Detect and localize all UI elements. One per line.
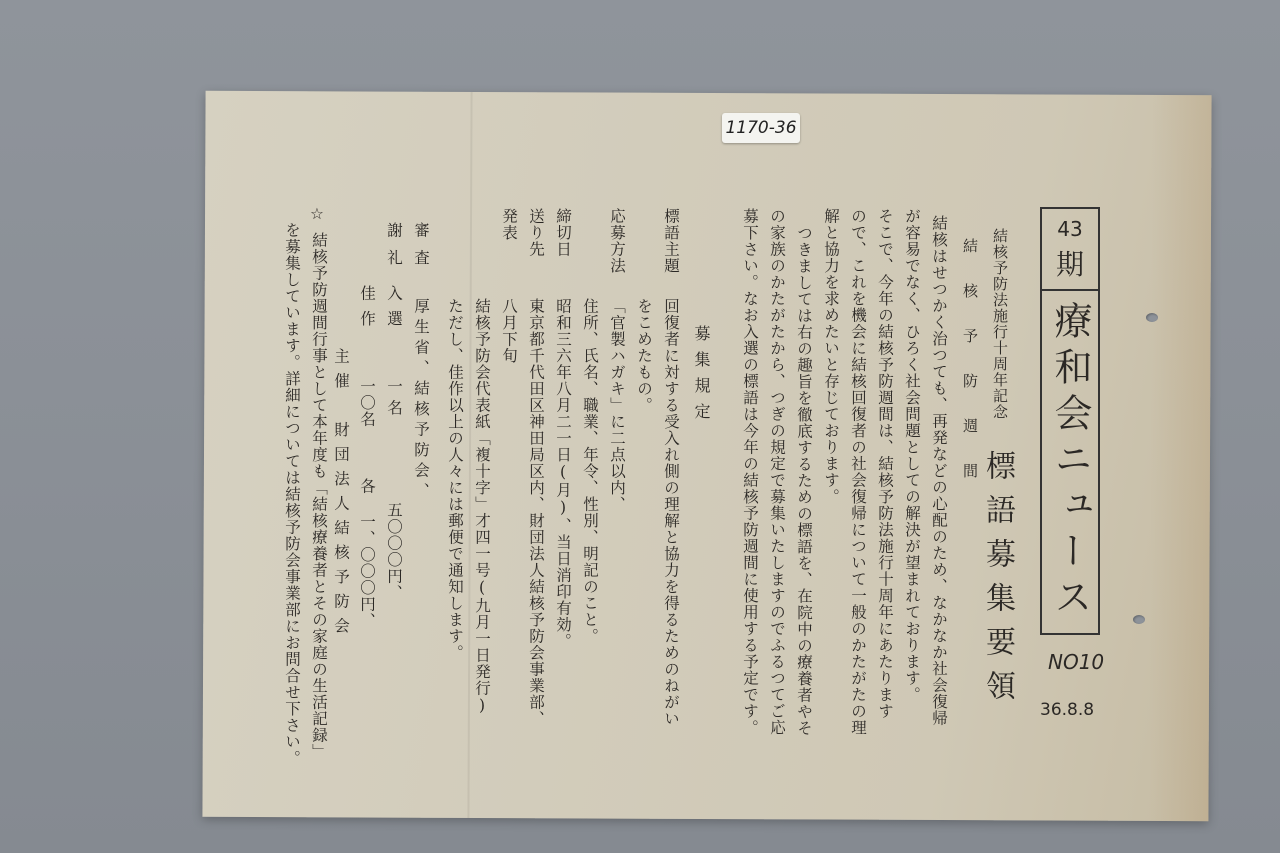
intro-line: 結核はせつかく治つても、再発などの心配のため、なかなか社会復帰	[930, 215, 948, 727]
rule-value: 住所、氏名、職業、年令、性別、明記のこと。	[581, 298, 599, 645]
judges-value: 厚生省、結核予防会、	[412, 298, 430, 503]
star-mark: ☆	[308, 205, 326, 224]
note-line: を募集しています。詳細については結核予防会事業部にお問合せ下さい。	[283, 222, 301, 767]
prize-entry: 佳作	[358, 285, 376, 336]
rule-value: 「官製ハガキ」に二点以内、	[608, 298, 626, 513]
rule-value: 八月下旬	[500, 298, 518, 364]
rule-key-announce: 発表	[500, 208, 518, 241]
subtitle-anniversary: 結核予防法施行十周年記念	[991, 228, 1009, 420]
intro-line: が容易でなく、ひろく社会問題としての解決が望まれております。	[903, 208, 921, 703]
issue-suffix: 期	[1055, 248, 1084, 281]
rule-key-theme: 標語主題	[662, 208, 680, 274]
sponsor: 主催 財団法人結核予防会	[332, 348, 350, 642]
subtitle-week: 結 核 予 防 週 間	[961, 238, 979, 484]
rule-value: をこめたもの。	[635, 298, 653, 414]
paper-stain	[1148, 95, 1211, 821]
punch-hole	[1146, 313, 1158, 322]
intro-line: 募下さい。なお入選の標語は今年の結核予防週間に使用する予定です。	[741, 208, 759, 736]
rule-value: ただし、佳作以上の人々には郵便で通知します。	[446, 298, 464, 661]
rules-title: 募集規定	[692, 325, 711, 429]
intro-line: 解と協力を求めたいと存じております。	[822, 208, 840, 505]
prize-entry: 入選	[385, 285, 403, 336]
punch-hole	[1133, 615, 1145, 624]
rule-value: 結核予防会代表紙「複十字」才四一号(九月一日発行)	[473, 298, 491, 716]
document-title: 標語募集要領	[980, 450, 1015, 714]
prize-key: 謝礼	[385, 222, 403, 277]
intro-line: の家族のかたがたから、つぎの規定で募集いたしますのでふるつてご応	[768, 208, 786, 736]
prize-amount: 各 一、〇〇〇円、	[358, 478, 376, 629]
rule-key-method: 応募方法	[608, 208, 626, 274]
prize-amount: 五〇〇〇円、	[385, 502, 403, 601]
issue-box	[1042, 209, 1098, 291]
intro-line: つきましては右の趣旨を徹底するための標語を、在院中の療養者やそ	[795, 225, 813, 737]
masthead-box	[1040, 207, 1100, 635]
rule-value: 東京都千代田区神田局区内、財団法人結核予防会事業部、	[527, 298, 545, 727]
rule-value: 昭和三六年八月二一日(月)、当日消印有効。	[554, 298, 572, 650]
intro-line: ので、これを機会に結核回復者の社会復帰について一般のかたがたの理	[849, 208, 867, 736]
note-line: 結核予防週間行事として本年度も「結核療養者とその家庭の生活記録」	[310, 232, 328, 760]
prize-count: 一〇名	[358, 378, 376, 428]
prize-count: 一名	[385, 378, 403, 421]
issue-no: NO10	[1048, 650, 1105, 674]
rule-key-address: 送り先	[527, 208, 545, 258]
issue-date: 36.8.8	[1040, 700, 1095, 720]
publication-name: 療和会ニュース	[1048, 301, 1092, 623]
catalog-label: 1170-36	[722, 113, 800, 143]
rule-value: 回復者に対する受入れ側の理解と協力を得るためのねがい	[662, 298, 680, 727]
rule-key-deadline: 締切日	[554, 208, 572, 258]
intro-line: そこで、今年の結核予防週間は、結核予防法施行十周年にあたります	[876, 208, 894, 720]
judges-key: 審査	[412, 222, 430, 277]
issue-number: 43	[1057, 217, 1083, 241]
